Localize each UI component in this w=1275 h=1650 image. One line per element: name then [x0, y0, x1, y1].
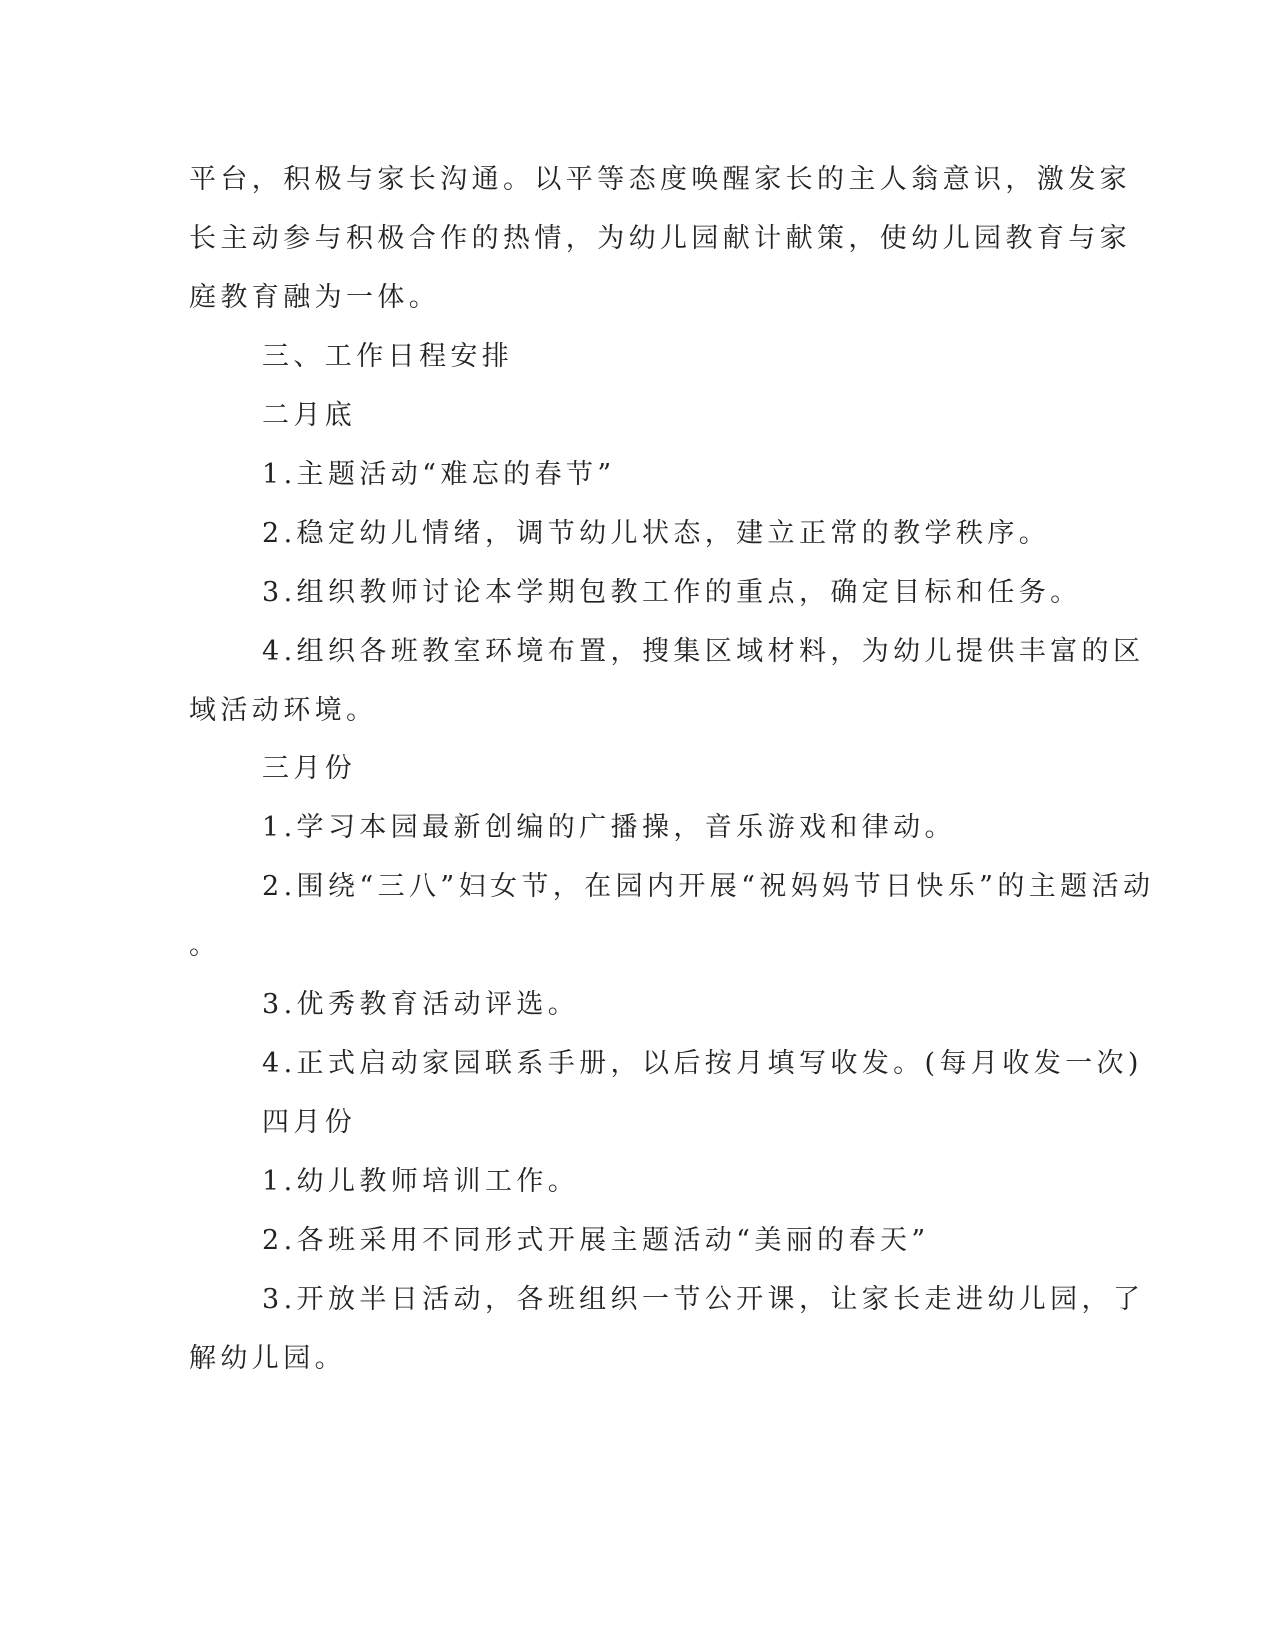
- list-item: 2.围绕“三八”妇女节，在园内开展“祝妈妈节日快乐”的主题活动: [262, 871, 1155, 902]
- paragraph-line: 平台，积极与家长沟通。以平等态度唤醒家长的主人翁意识，激发家: [189, 164, 1131, 195]
- list-item: 1.学习本园最新创编的广播操，音乐游戏和律动。: [262, 812, 956, 843]
- list-item-continuation: 解幼儿园。: [189, 1343, 346, 1374]
- month-heading: 二月底: [262, 400, 357, 431]
- list-item: 2.稳定幼儿情绪，调节幼儿状态，建立正常的教学秩序。: [262, 518, 1051, 549]
- list-item-continuation: 域活动环境。: [189, 695, 378, 726]
- list-item: 4.正式启动家园联系手册，以后按月填写收发。(每月收发一次): [262, 1048, 1143, 1079]
- month-heading: 三月份: [262, 753, 357, 784]
- month-heading: 四月份: [262, 1107, 357, 1138]
- list-item: 4.组织各班教室环境布置，搜集区域材料，为幼儿提供丰富的区: [262, 636, 1145, 667]
- list-item: 3.开放半日活动，各班组织一节公开课，让家长走进幼儿园，了: [262, 1284, 1145, 1315]
- paragraph-line: 庭教育融为一体。: [189, 282, 441, 313]
- list-item-continuation: 。: [189, 930, 221, 961]
- list-item: 1.主题活动“难忘的春节”: [262, 459, 616, 490]
- list-item: 2.各班采用不同形式开展主题活动“美丽的春天”: [262, 1225, 930, 1256]
- list-item: 3.优秀教育活动评选。: [262, 989, 580, 1020]
- list-item: 1.幼儿教师培训工作。: [262, 1166, 580, 1197]
- list-item: 3.组织教师讨论本学期包教工作的重点，确定目标和任务。: [262, 577, 1082, 608]
- section-heading: 三、工作日程安排: [262, 341, 514, 372]
- paragraph-line: 长主动参与积极合作的热情，为幼儿园献计献策，使幼儿园教育与家: [189, 223, 1131, 254]
